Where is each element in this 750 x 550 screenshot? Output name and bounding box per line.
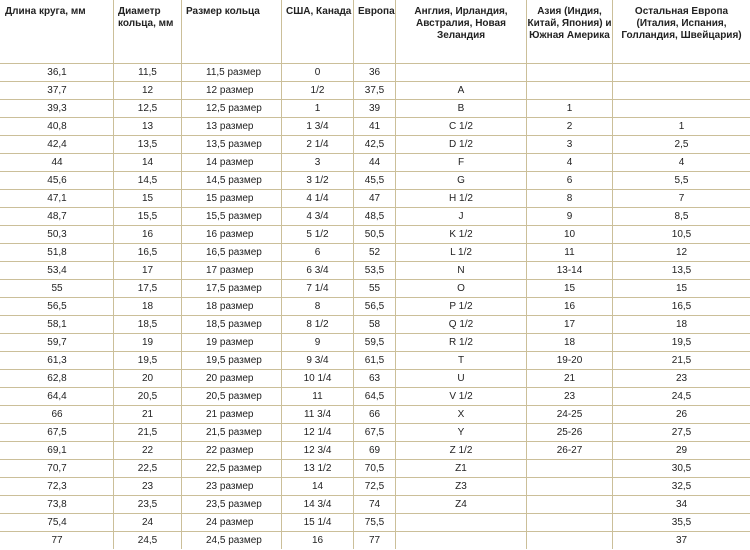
cell-diameter: 16,5 [114,244,182,262]
table-row [1,514,750,532]
cell-circumference: 56,5 [1,298,114,316]
table-row [1,406,750,424]
cell-usa-canada: 3 [282,154,354,172]
cell-asia-size: 3 [527,136,613,154]
cell-usa-canada: 8 1/2 [282,316,354,334]
cell-rest-europe-size: 8,5 [613,208,750,226]
cell-ring-size: 17 размер [182,262,282,280]
cell-uk-size [396,514,527,532]
cell-uk-size: L 1/2 [396,244,527,262]
cell-ring-size: 14,5 размер [182,172,282,190]
cell-rest-europe-size: 5,5 [613,172,750,190]
cell-rest-europe-size: 37 [613,532,750,550]
cell-circumference: 40,8 [1,118,114,136]
cell-circumference: 72,3 [1,478,114,496]
cell-europe: 39 [354,100,396,118]
cell-asia-size: 4 [527,154,613,172]
table-row [1,334,750,352]
table-row [1,82,750,100]
cell-asia-size [527,532,613,550]
cell-uk-size: J [396,208,527,226]
cell-asia-size [527,64,613,82]
cell-usa-canada: 6 3/4 [282,262,354,280]
table-row [1,298,750,316]
cell-circumference: 70,7 [1,460,114,478]
cell-asia-size: 21 [527,370,613,388]
cell-asia-size: 19-20 [527,352,613,370]
cell-europe: 37,5 [354,82,396,100]
cell-diameter: 22 [114,442,182,460]
cell-rest-europe-size: 23 [613,370,750,388]
cell-asia-size [527,478,613,496]
header-rest-of-europe: Остальная Европа (Италия, Испания, Голландия, Швейцария) [613,1,750,64]
cell-rest-europe-size: 13,5 [613,262,750,280]
table-body [1,64,750,550]
table-row [1,496,750,514]
cell-europe: 44 [354,154,396,172]
cell-europe: 74 [354,496,396,514]
cell-ring-size: 23 размер [182,478,282,496]
cell-diameter: 12,5 [114,100,182,118]
cell-ring-size: 17,5 размер [182,280,282,298]
cell-usa-canada: 14 [282,478,354,496]
cell-diameter: 13,5 [114,136,182,154]
cell-rest-europe-size: 10,5 [613,226,750,244]
cell-asia-size: 25-26 [527,424,613,442]
cell-rest-europe-size: 1 [613,118,750,136]
cell-diameter: 12 [114,82,182,100]
cell-diameter: 24,5 [114,532,182,550]
cell-ring-size: 19,5 размер [182,352,282,370]
table-row [1,388,750,406]
cell-rest-europe-size: 15 [613,280,750,298]
cell-uk-size: H 1/2 [396,190,527,208]
cell-europe: 36 [354,64,396,82]
cell-diameter: 18,5 [114,316,182,334]
cell-usa-canada: 15 1/4 [282,514,354,532]
cell-europe: 77 [354,532,396,550]
table-row [1,262,750,280]
cell-asia-size: 9 [527,208,613,226]
cell-ring-size: 19 размер [182,334,282,352]
cell-europe: 53,5 [354,262,396,280]
cell-asia-size [527,82,613,100]
table-row [1,316,750,334]
cell-europe: 67,5 [354,424,396,442]
cell-usa-canada: 10 1/4 [282,370,354,388]
cell-rest-europe-size: 26 [613,406,750,424]
cell-europe: 45,5 [354,172,396,190]
cell-asia-size: 13-14 [527,262,613,280]
cell-diameter: 17 [114,262,182,280]
cell-asia-size [527,496,613,514]
cell-rest-europe-size [613,82,750,100]
cell-uk-size: V 1/2 [396,388,527,406]
cell-usa-canada: 1 [282,100,354,118]
cell-circumference: 69,1 [1,442,114,460]
cell-uk-size: T [396,352,527,370]
cell-circumference: 75,4 [1,514,114,532]
cell-europe: 58 [354,316,396,334]
cell-ring-size: 22,5 размер [182,460,282,478]
cell-rest-europe-size: 7 [613,190,750,208]
cell-europe: 61,5 [354,352,396,370]
cell-ring-size: 20 размер [182,370,282,388]
cell-rest-europe-size: 27,5 [613,424,750,442]
cell-usa-canada: 13 1/2 [282,460,354,478]
cell-usa-canada: 2 1/4 [282,136,354,154]
table-row [1,424,750,442]
cell-diameter: 23,5 [114,496,182,514]
cell-europe: 59,5 [354,334,396,352]
cell-ring-size: 18,5 размер [182,316,282,334]
table-row [1,442,750,460]
cell-uk-size: X [396,406,527,424]
cell-circumference: 66 [1,406,114,424]
cell-circumference: 59,7 [1,334,114,352]
cell-rest-europe-size: 30,5 [613,460,750,478]
header-uk-ireland-australia-nz: Англия, Ирландия, Австралия, Новая Зеландия [396,1,527,64]
cell-rest-europe-size: 24,5 [613,388,750,406]
cell-circumference: 47,1 [1,190,114,208]
cell-europe: 52 [354,244,396,262]
cell-asia-size: 6 [527,172,613,190]
cell-ring-size: 16,5 размер [182,244,282,262]
cell-uk-size: K 1/2 [396,226,527,244]
cell-diameter: 15 [114,190,182,208]
cell-asia-size: 2 [527,118,613,136]
cell-usa-canada: 1/2 [282,82,354,100]
cell-uk-size: B [396,100,527,118]
table-row [1,280,750,298]
cell-circumference: 64,4 [1,388,114,406]
cell-ring-size: 12 размер [182,82,282,100]
header-circumference: Длина круга, мм [1,1,114,64]
cell-circumference: 61,3 [1,352,114,370]
cell-uk-size [396,64,527,82]
table-row [1,244,750,262]
cell-circumference: 62,8 [1,370,114,388]
cell-asia-size: 11 [527,244,613,262]
cell-ring-size: 15 размер [182,190,282,208]
cell-diameter: 14 [114,154,182,172]
cell-rest-europe-size: 32,5 [613,478,750,496]
cell-diameter: 20 [114,370,182,388]
header-usa-canada: США, Канада [282,1,354,64]
cell-uk-size: Z1 [396,460,527,478]
cell-diameter: 13 [114,118,182,136]
cell-ring-size: 15,5 размер [182,208,282,226]
cell-rest-europe-size [613,100,750,118]
table-row [1,208,750,226]
cell-usa-canada: 9 [282,334,354,352]
cell-circumference: 42,4 [1,136,114,154]
cell-asia-size: 1 [527,100,613,118]
cell-europe: 66 [354,406,396,424]
cell-diameter: 15,5 [114,208,182,226]
cell-uk-size: D 1/2 [396,136,527,154]
cell-usa-canada: 11 3/4 [282,406,354,424]
cell-uk-size: G [396,172,527,190]
cell-asia-size [527,460,613,478]
cell-circumference: 37,7 [1,82,114,100]
cell-uk-size [396,532,527,550]
table-row [1,100,750,118]
cell-circumference: 39,3 [1,100,114,118]
cell-ring-size: 18 размер [182,298,282,316]
cell-uk-size: Z4 [396,496,527,514]
cell-usa-canada: 11 [282,388,354,406]
cell-uk-size: N [396,262,527,280]
cell-uk-size: R 1/2 [396,334,527,352]
cell-ring-size: 21,5 размер [182,424,282,442]
table-row [1,478,750,496]
cell-rest-europe-size: 16,5 [613,298,750,316]
cell-circumference: 73,8 [1,496,114,514]
cell-europe: 72,5 [354,478,396,496]
cell-asia-size: 15 [527,280,613,298]
table-row [1,172,750,190]
cell-usa-canada: 12 1/4 [282,424,354,442]
cell-ring-size: 14 размер [182,154,282,172]
cell-usa-canada: 5 1/2 [282,226,354,244]
cell-circumference: 67,5 [1,424,114,442]
header-diameter: Диаметр кольца, мм [114,1,182,64]
cell-rest-europe-size: 29 [613,442,750,460]
table-row [1,64,750,82]
cell-europe: 50,5 [354,226,396,244]
header-ring-size: Размер кольца [182,1,282,64]
cell-usa-canada: 0 [282,64,354,82]
cell-usa-canada: 6 [282,244,354,262]
cell-uk-size: Y [396,424,527,442]
cell-uk-size: P 1/2 [396,298,527,316]
cell-usa-canada: 14 3/4 [282,496,354,514]
cell-diameter: 20,5 [114,388,182,406]
cell-asia-size: 17 [527,316,613,334]
cell-circumference: 36,1 [1,64,114,82]
cell-rest-europe-size: 35,5 [613,514,750,532]
cell-circumference: 55 [1,280,114,298]
cell-diameter: 19 [114,334,182,352]
header-asia-south-america: Азия (Индия, Китай, Япония) и Южная Америка [527,1,613,64]
cell-circumference: 48,7 [1,208,114,226]
table-row [1,136,750,154]
table-row [1,226,750,244]
cell-ring-size: 13,5 размер [182,136,282,154]
cell-ring-size: 23,5 размер [182,496,282,514]
cell-ring-size: 12,5 размер [182,100,282,118]
cell-circumference: 50,3 [1,226,114,244]
cell-ring-size: 24,5 размер [182,532,282,550]
cell-usa-canada: 7 1/4 [282,280,354,298]
cell-asia-size [527,514,613,532]
cell-uk-size: Z3 [396,478,527,496]
cell-ring-size: 13 размер [182,118,282,136]
cell-europe: 69 [354,442,396,460]
cell-diameter: 19,5 [114,352,182,370]
cell-asia-size: 23 [527,388,613,406]
cell-ring-size: 11,5 размер [182,64,282,82]
cell-europe: 55 [354,280,396,298]
cell-ring-size: 24 размер [182,514,282,532]
table-row [1,370,750,388]
cell-uk-size: C 1/2 [396,118,527,136]
cell-uk-size: O [396,280,527,298]
cell-usa-canada: 12 3/4 [282,442,354,460]
cell-asia-size: 24-25 [527,406,613,424]
cell-circumference: 53,4 [1,262,114,280]
cell-rest-europe-size: 19,5 [613,334,750,352]
cell-usa-canada: 4 1/4 [282,190,354,208]
cell-uk-size: A [396,82,527,100]
cell-diameter: 11,5 [114,64,182,82]
cell-asia-size: 10 [527,226,613,244]
cell-usa-canada: 8 [282,298,354,316]
cell-uk-size: U [396,370,527,388]
cell-europe: 48,5 [354,208,396,226]
cell-usa-canada: 4 3/4 [282,208,354,226]
table-row [1,460,750,478]
cell-circumference: 45,6 [1,172,114,190]
cell-diameter: 16 [114,226,182,244]
cell-circumference: 51,8 [1,244,114,262]
cell-europe: 75,5 [354,514,396,532]
cell-diameter: 22,5 [114,460,182,478]
table-row [1,190,750,208]
cell-ring-size: 22 размер [182,442,282,460]
cell-uk-size: F [396,154,527,172]
cell-diameter: 21,5 [114,424,182,442]
cell-europe: 41 [354,118,396,136]
cell-diameter: 14,5 [114,172,182,190]
cell-uk-size: Z 1/2 [396,442,527,460]
cell-rest-europe-size: 2,5 [613,136,750,154]
cell-usa-canada: 9 3/4 [282,352,354,370]
cell-ring-size: 20,5 размер [182,388,282,406]
cell-rest-europe-size: 4 [613,154,750,172]
cell-rest-europe-size [613,64,750,82]
table-row [1,352,750,370]
cell-usa-canada: 16 [282,532,354,550]
cell-circumference: 44 [1,154,114,172]
cell-asia-size: 18 [527,334,613,352]
cell-circumference: 58,1 [1,316,114,334]
cell-circumference: 77 [1,532,114,550]
cell-diameter: 23 [114,478,182,496]
header-row [1,1,750,64]
cell-rest-europe-size: 34 [613,496,750,514]
cell-asia-size: 16 [527,298,613,316]
cell-asia-size: 26-27 [527,442,613,460]
cell-ring-size: 21 размер [182,406,282,424]
cell-usa-canada: 3 1/2 [282,172,354,190]
table-row [1,154,750,172]
cell-rest-europe-size: 21,5 [613,352,750,370]
cell-rest-europe-size: 18 [613,316,750,334]
cell-europe: 42,5 [354,136,396,154]
cell-usa-canada: 1 3/4 [282,118,354,136]
cell-rest-europe-size: 12 [613,244,750,262]
header-europe: Европа [354,1,396,64]
cell-diameter: 24 [114,514,182,532]
cell-europe: 47 [354,190,396,208]
table-row [1,118,750,136]
cell-asia-size: 8 [527,190,613,208]
cell-diameter: 17,5 [114,280,182,298]
cell-ring-size: 16 размер [182,226,282,244]
cell-diameter: 18 [114,298,182,316]
cell-uk-size: Q 1/2 [396,316,527,334]
cell-diameter: 21 [114,406,182,424]
cell-europe: 63 [354,370,396,388]
cell-europe: 56,5 [354,298,396,316]
cell-europe: 64,5 [354,388,396,406]
cell-europe: 70,5 [354,460,396,478]
table-row [1,532,750,550]
